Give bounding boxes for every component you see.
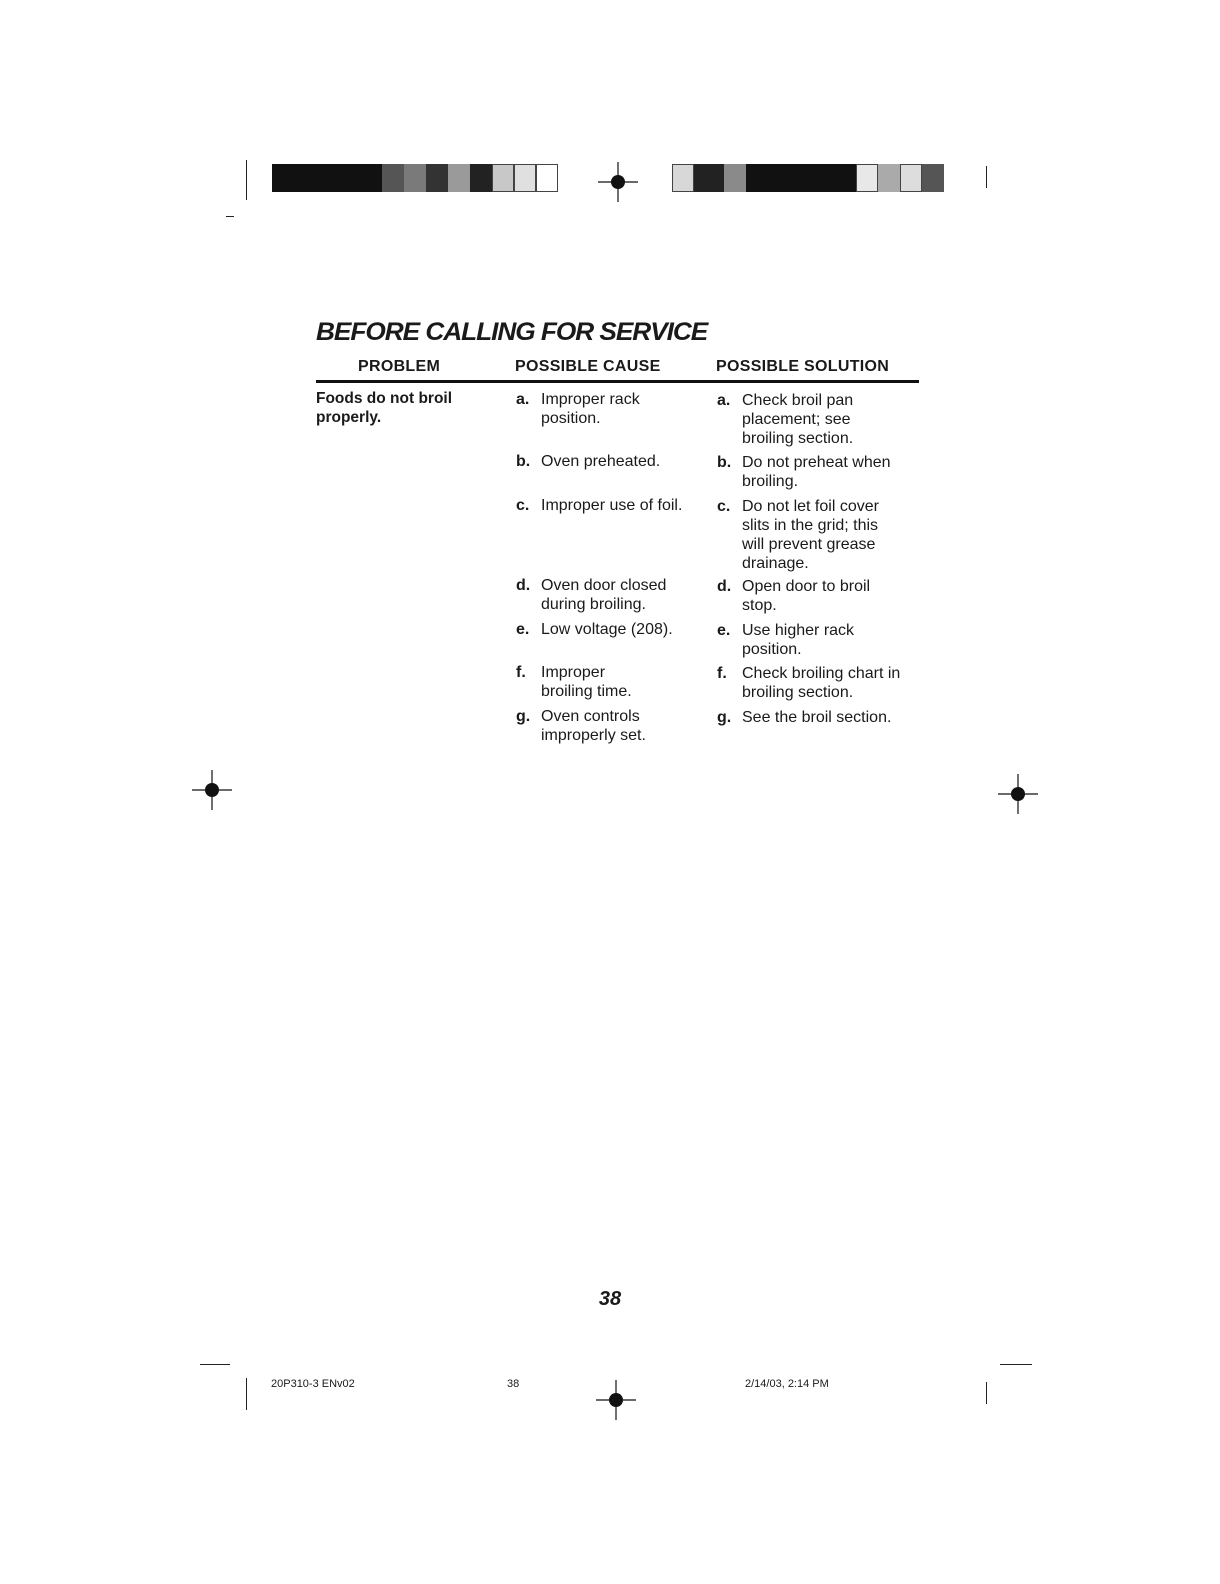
cause-text: Improper use of foil.: [541, 497, 683, 514]
item-letter: a.: [516, 391, 530, 408]
item-letter: f.: [717, 665, 727, 682]
cause-text: Improper rack position.: [541, 391, 640, 427]
item-letter: c.: [516, 497, 530, 514]
item-letter: g.: [516, 708, 531, 725]
solution-item: [717, 708, 922, 727]
crop-mark: [986, 166, 987, 188]
item-letter: e.: [717, 622, 731, 639]
solution-item: [717, 497, 922, 573]
registration-crosshair-icon: [598, 162, 638, 202]
footer-page: 38: [507, 1378, 520, 1390]
cause-item: [516, 496, 701, 515]
crop-mark: [226, 216, 234, 217]
cause-text: Oven controls improperly set.: [541, 708, 646, 744]
solution-text: Do not let foil cover slits in the grid; this will prevent grease drainage.: [742, 498, 879, 572]
cause-item: [516, 663, 701, 701]
item-letter: d.: [717, 578, 732, 595]
problem-text: Foods do not broil properly.: [316, 390, 453, 426]
solution-text: See the broil section.: [742, 709, 892, 726]
cause-item: [516, 576, 701, 614]
item-letter: g.: [717, 709, 732, 726]
cause-item: [516, 707, 701, 745]
header-problem: PROBLEM: [358, 358, 441, 375]
item-letter: f.: [516, 664, 526, 681]
crop-mark: [1000, 1364, 1032, 1365]
item-letter: c.: [717, 498, 731, 515]
registration-crosshair-icon: [998, 774, 1038, 814]
item-letter: d.: [516, 577, 531, 594]
header-possible-solution: POSSIBLE SOLUTION: [716, 358, 890, 375]
solution-text: Check broiling chart in broiling section.: [742, 665, 901, 701]
item-letter: b.: [516, 453, 531, 470]
solution-text: Open door to broil stop.: [742, 578, 871, 614]
solution-item: [717, 453, 922, 491]
crop-mark: [200, 1364, 230, 1365]
registration-crosshair-icon: [192, 770, 232, 810]
solution-text: Do not preheat when broiling.: [742, 454, 891, 490]
registration-crosshair-icon: [596, 1380, 636, 1420]
cause-text: Low voltage (208).: [541, 621, 673, 638]
cause-item: [516, 620, 701, 639]
color-registration-bar-right: [672, 164, 944, 192]
item-letter: a.: [717, 392, 731, 409]
cause-text: Oven preheated.: [541, 453, 661, 470]
cause-item: [516, 390, 701, 428]
cause-item: [516, 452, 701, 471]
footer-doc-code: 20P310-3 ENv02: [271, 1378, 355, 1390]
color-registration-bar-left: [272, 164, 558, 192]
solution-item: [717, 577, 922, 615]
item-letter: b.: [717, 454, 732, 471]
page-title: BEFORE CALLING FOR SERVICE: [316, 318, 708, 346]
cause-text: Oven door closed during broiling.: [541, 577, 667, 613]
header-divider: [316, 380, 919, 383]
header-possible-cause: POSSIBLE CAUSE: [515, 358, 661, 375]
crop-mark: [246, 160, 247, 200]
solution-item: [717, 391, 922, 448]
crop-mark: [986, 1382, 987, 1404]
solution-text: Check broil pan placement; see broiling section.: [742, 392, 854, 447]
solution-item: [717, 621, 922, 659]
cause-text: Improper broiling time.: [541, 664, 632, 700]
footer-timestamp: 2/14/03, 2:14 PM: [745, 1378, 829, 1390]
item-letter: e.: [516, 621, 530, 638]
crop-mark: [246, 1378, 247, 1410]
solution-item: [717, 664, 922, 702]
solution-text: Use higher rack position.: [742, 622, 855, 658]
page-number: 38: [598, 1288, 622, 1310]
